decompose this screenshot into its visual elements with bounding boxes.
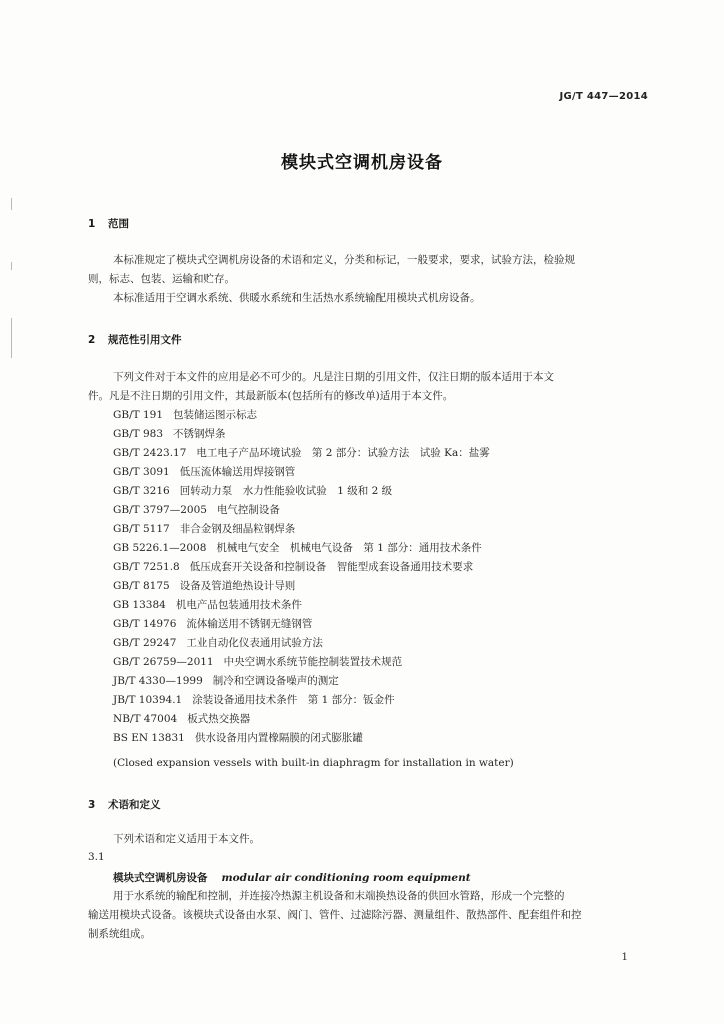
- reference-code: JB/T 4330—1999: [113, 675, 203, 687]
- reference-title: 回转动力泵 水力性能验收试验 1 级和 2 级: [179, 485, 393, 497]
- reference-code: GB/T 2423.17: [113, 447, 187, 459]
- reference-code: GB/T 29247: [113, 637, 177, 649]
- reference-title: 供水设备用内置橡隔膜的闭式膨胀罐: [194, 732, 363, 744]
- reference-title: 低压成套开关设备和控制设备 智能型成套设备通用技术要求: [189, 561, 474, 573]
- scope-paragraph-line: 则，标志、包装、运输和贮存。: [88, 273, 235, 285]
- scope-paragraph-line: 本标准规定了模块式空调机房设备的术语和定义，分类和标记，一般要求，要求，试验方法，检验规: [113, 254, 575, 266]
- section-number: 1: [88, 218, 96, 230]
- reference-code: GB/T 8175: [113, 580, 170, 592]
- term-entry: [113, 870, 471, 885]
- reference-entry: [113, 579, 295, 593]
- reference-title: 不锈钢焊条: [173, 428, 226, 440]
- section-title: 术语和定义: [108, 799, 161, 811]
- definition-line: 输送用模块式设备。该模块式设备由水泵、阀门、管件、过滤除污器、测量组件、散热部件、配套组件和控: [88, 909, 582, 921]
- reference-entry: [113, 617, 312, 631]
- section-title: 范围: [108, 218, 129, 230]
- section-3-heading: [88, 797, 161, 812]
- reference-title: 工业自动化仪表通用试验方法: [186, 637, 323, 649]
- reference-code: GB/T 191: [113, 409, 164, 421]
- page-number: 1: [621, 951, 628, 963]
- reference-code: BS EN 13831: [113, 732, 185, 744]
- reference-entry: [113, 484, 392, 498]
- reference-title: 低压流体输送用焊接钢管: [179, 466, 296, 478]
- reference-title: 包装储运图示标志: [173, 409, 258, 421]
- reference-entry: [113, 598, 302, 612]
- scan-margin-mark: [11, 198, 12, 210]
- scope-paragraph-line: 本标准适用于空调水系统、供暖水系统和生活热水系统输配用模块式机房设备。: [113, 292, 481, 304]
- section-title: 规范性引用文件: [108, 334, 182, 346]
- section-number: 2: [88, 334, 96, 346]
- reference-code: GB/T 7251.8: [113, 561, 180, 573]
- reference-entry: [113, 655, 402, 669]
- section-2-heading: [88, 332, 182, 347]
- reference-code: GB 5226.1—2008: [113, 542, 207, 554]
- section-1-heading: [88, 216, 129, 231]
- reference-title: 制冷和空调设备噪声的测定: [212, 675, 339, 687]
- reference-code: GB/T 3091: [113, 466, 170, 478]
- definition-line: 制系统组成。: [88, 928, 151, 940]
- references-intro-line: 下列文件对于本文件的应用是必不可少的。凡是注日期的引用文件，仅注日期的版本适用于本文: [113, 371, 554, 383]
- reference-title: 机械电气安全 机械电气设备 第 1 部分：通用技术条件: [216, 542, 482, 554]
- reference-entry: [113, 731, 363, 745]
- reference-entry: [113, 693, 395, 707]
- definition-line: 用于水系统的输配和控制，并连接冷热源主机设备和末端换热设备的供回水管路，形成一个完整的: [113, 890, 565, 902]
- reference-title: 板式热交换器: [187, 713, 251, 725]
- reference-code: NB/T 47004: [113, 713, 178, 725]
- reference-title: 设备及管道绝热设计导则: [179, 580, 296, 592]
- clause-number: 3.1: [88, 851, 105, 863]
- scan-margin-mark: [11, 262, 12, 270]
- reference-title: 流体输送用不锈钢无缝钢管: [186, 618, 313, 630]
- reference-entry: [113, 522, 295, 536]
- reference-code: GB/T 26759—2011: [113, 656, 214, 668]
- references-intro-line: 件。凡是不注日期的引用文件，其最新版本(包括所有的修改单)适用于本文件。: [88, 390, 454, 402]
- reference-code: GB/T 3797—2005: [113, 504, 207, 516]
- reference-entry: [113, 446, 490, 460]
- reference-entry: [113, 674, 339, 688]
- reference-title: 机电产品包装通用技术条件: [175, 599, 302, 611]
- reference-entry: [113, 503, 280, 517]
- section-number: 3: [88, 799, 96, 811]
- reference-code: JB/T 10394.1: [113, 694, 183, 706]
- reference-title: 中央空调水系统节能控制装置技术规范: [223, 656, 403, 668]
- reference-code: GB 13384: [113, 599, 166, 611]
- reference-code: GB/T 983: [113, 428, 164, 440]
- reference-entry: [113, 408, 257, 422]
- reference-code: GB/T 14976: [113, 618, 177, 630]
- reference-code: GB/T 3216: [113, 485, 170, 497]
- reference-entry: [113, 712, 250, 726]
- reference-entry: [113, 541, 482, 555]
- reference-title: 电气控制设备: [216, 504, 280, 516]
- document-title: 模块式空调机房设备: [281, 153, 443, 173]
- reference-entry: [113, 636, 323, 650]
- reference-code: GB/T 5117: [113, 523, 170, 535]
- reference-note: (Closed expansion vessels with built-in diaphragm for installation in water): [113, 757, 514, 769]
- reference-title: 电工电子产品环境试验 第 2 部分：试验方法 试验 Ka：盐雾: [196, 447, 490, 459]
- scan-margin-mark: [11, 318, 12, 358]
- reference-entry: [113, 560, 473, 574]
- reference-entry: [113, 465, 295, 479]
- term-chinese: 模块式空调机房设备: [113, 872, 208, 884]
- term-english: modular air conditioning room equipment: [221, 872, 471, 884]
- reference-title: 涂装设备通用技术条件 第 1 部分：钣金件: [192, 694, 395, 706]
- reference-entry: [113, 427, 226, 441]
- terms-intro: 下列术语和定义适用于本文件。: [113, 833, 260, 845]
- reference-title: 非合金钢及细晶粒钢焊条: [179, 523, 296, 535]
- standard-code: JG/T 447—2014: [559, 91, 648, 102]
